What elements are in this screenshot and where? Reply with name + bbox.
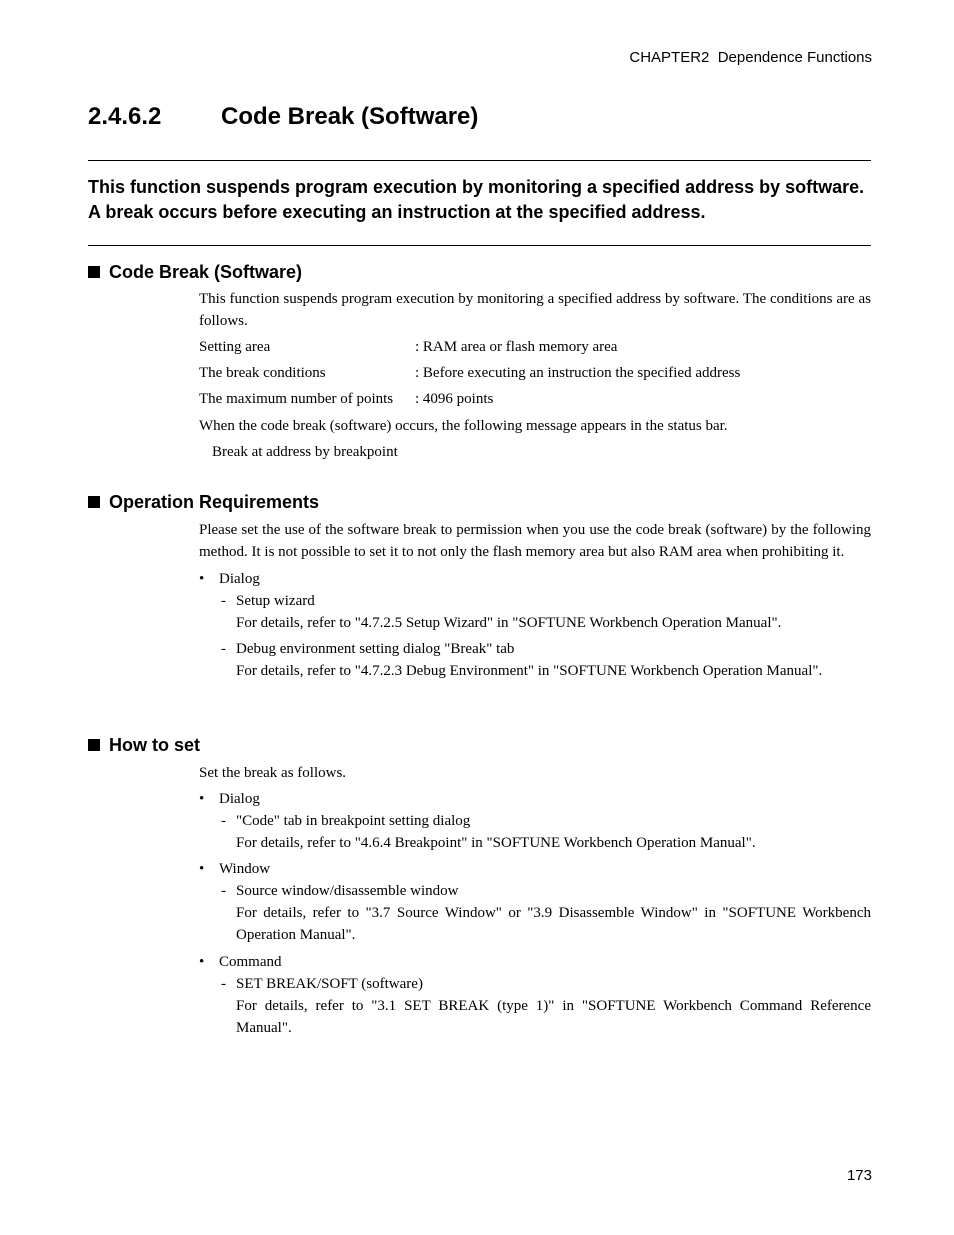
sub-item [199,973,871,995]
sub-item-title: Debug environment setting dialog "Break" tab [236,641,515,657]
sub-item [199,810,871,832]
section-title-text: Code Break (Software) [221,103,479,130]
sub-item [199,638,871,660]
top-rule [88,160,871,161]
square-bullet-icon [88,266,100,278]
heading-code-break [88,262,302,283]
bullet-label: Command [219,954,282,970]
requirements-intro: Please set the use of the software break to permission when you use the code break (software) by the following method. It is not possible to set it to not only the flash memory area but also RAM area when prohibiting it. [199,522,871,560]
status-message: Break at address by breakpoint [212,444,398,460]
sub-item-title: SET BREAK/SOFT (software) [236,976,423,992]
square-bullet-icon [88,496,100,508]
bullet-dot-icon: • [199,571,205,587]
heading-how-to-set-text: How to set [109,735,201,755]
requirements-body [199,519,871,682]
bullet-label: Dialog [219,571,260,587]
page-number: 173 [846,1167,872,1184]
bullet-item [199,951,871,973]
how-to-set-intro: Set the break as follows. [199,765,347,781]
section-summary: This function suspends program execution by monitoring a specified address by software. A break occurs before executing an instruction at the specified address. [88,177,865,222]
heading-code-break-text: Code Break (Software) [109,262,303,282]
bullet-dot-icon: • [199,791,205,807]
bottom-rule [88,245,871,246]
section-title [88,103,478,131]
sub-item-title: Setup wizard [236,593,315,609]
condition-value: : Before executing an instruction the specified address [415,365,741,381]
message-intro: When the code break (software) occurs, the following message appears in the status bar. [199,418,728,434]
dash-icon: - [221,813,226,829]
dash-icon: - [221,976,226,992]
sub-item-detail: For details, refer to "3.1 SET BREAK (type 1)" in "SOFTUNE Workbench Command Reference Manual". [236,998,871,1036]
bullet-item [199,568,871,590]
bullet-dot-icon: • [199,861,205,877]
sub-item-detail: For details, refer to "4.7.2.5 Setup Wizard" in "SOFTUNE Workbench Operation Manual". [236,615,782,631]
condition-value: : 4096 points [415,391,494,407]
sub-item-detail: For details, refer to "4.6.4 Breakpoint" in "SOFTUNE Workbench Operation Manual". [236,835,756,851]
sub-item [199,880,871,902]
how-to-set-body [199,762,871,1039]
bullet-label: Dialog [219,791,260,807]
condition-label: The break conditions [199,365,326,381]
sub-item-title: Source window/disassemble window [236,883,459,899]
bullet-label: Window [219,861,271,877]
condition-row [199,362,871,384]
dash-icon: - [221,593,226,609]
condition-value: : RAM area or flash memory area [415,339,618,355]
sub-item-detail: For details, refer to "3.7 Source Window" or "3.9 Disassemble Window" in "SOFTUNE Workbench Operation Manual". [236,905,871,943]
heading-operation-requirements [88,492,319,513]
heading-how-to-set [88,735,200,756]
dash-icon: - [221,641,226,657]
square-bullet-icon [88,739,100,751]
sub-item-detail: For details, refer to "4.7.2.3 Debug Environment" in "SOFTUNE Workbench Operation Manual". [236,663,823,679]
running-head: CHAPTER2 Dependence Functions [629,49,872,66]
dash-icon: - [221,883,226,899]
heading-operation-requirements-text: Operation Requirements [109,492,320,512]
code-break-intro: This function suspends program execution by monitoring a specified address by software. The conditions are as follows. [199,291,871,329]
sub-item [199,590,871,612]
condition-label: Setting area [199,339,271,355]
bullet-dot-icon: • [199,954,205,970]
condition-row [199,388,871,410]
section-number: 2.4.6.2 [88,103,162,130]
bullet-item [199,788,871,810]
condition-label: The maximum number of points [199,391,394,407]
sub-item-title: "Code" tab in breakpoint setting dialog [236,813,471,829]
condition-row [199,336,871,358]
bullet-item [199,858,871,880]
code-break-body [199,288,871,463]
